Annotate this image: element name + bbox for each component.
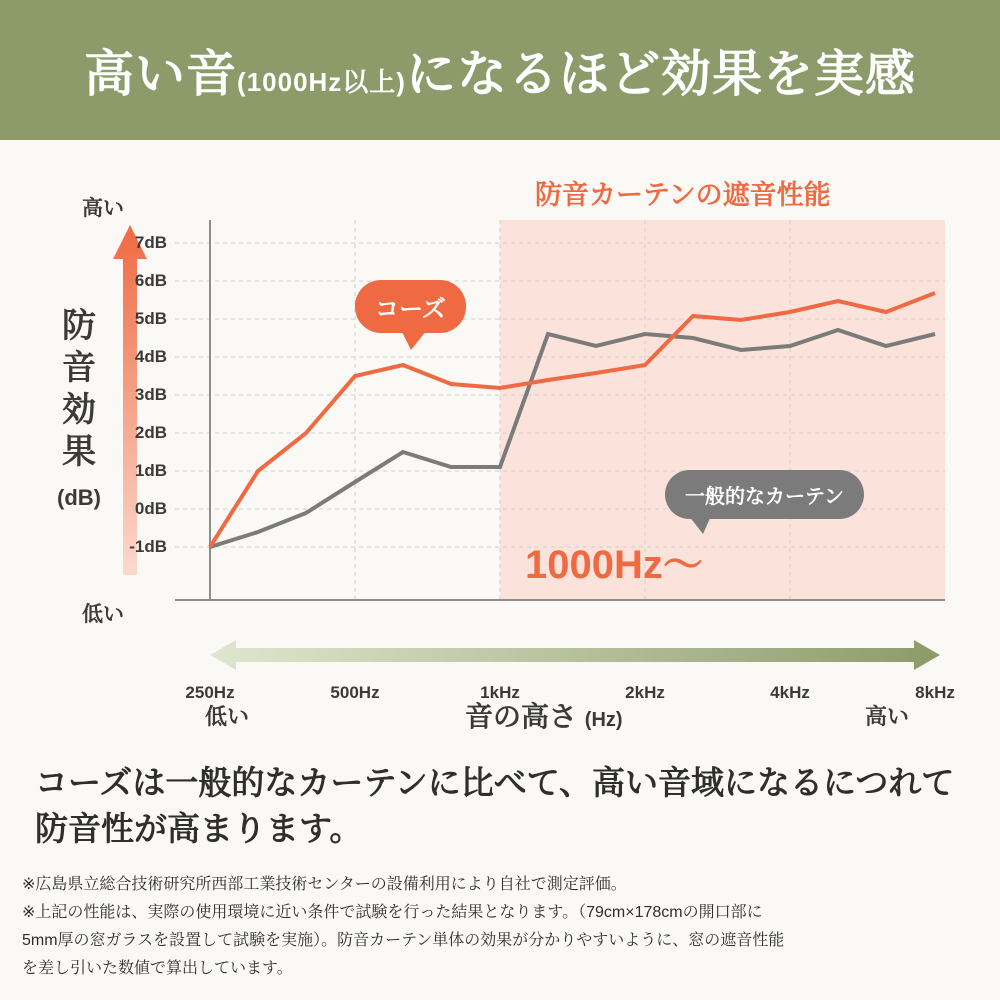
series-label-coze: コーズ: [355, 280, 466, 333]
ytick-4db: 4dB: [134, 347, 167, 366]
page-title-rest: になるほど効果を実感: [405, 46, 916, 102]
footnotes: [22, 872, 982, 984]
y-axis-label: 防 音 効 果 (dB): [44, 305, 114, 519]
ytick-2db: 2dB: [134, 423, 167, 442]
y-axis-high-label: 高い: [82, 197, 124, 220]
xtick-250hz: 250Hz: [185, 683, 235, 702]
x-axis-high-label: 高い: [865, 704, 910, 729]
x-axis-low-label: 低い: [205, 704, 250, 729]
chart-svg: [175, 220, 945, 675]
highlight-region-label: 1000Hz～: [525, 543, 703, 587]
xtick-8khz: 8kHz: [915, 683, 955, 702]
ytick-5db: 5dB: [134, 309, 167, 328]
y-axis-unit: (dB): [57, 485, 101, 510]
ytick-6db: 6dB: [134, 271, 167, 290]
summary-caption: コーズは一般的なカーテンに比べて、高い音域になるにつれて防音性が高まります。: [35, 764, 955, 847]
xtick-2khz: 2kHz: [625, 683, 665, 702]
xtick-500hz: 500Hz: [330, 683, 380, 702]
x-axis-gradient-arrow: [210, 640, 940, 670]
page-header: [0, 0, 1000, 140]
ytick-minus1db: -1dB: [129, 537, 167, 556]
y-axis-low-label: 低い: [82, 603, 124, 626]
footnote-3: 5mm厚の窓ガラスを設置して試験を実施）。防音カーテン単体の効果が分かりやすいように、窓の遮音性能: [22, 932, 785, 949]
series-label-general-curtain: 一般的なカーテン: [665, 470, 864, 519]
page-title-main: 高い音: [84, 46, 238, 102]
chart-container: [0, 140, 1000, 760]
ytick-1db: 1dB: [134, 461, 167, 480]
page-title-note: (1000Hz以上): [237, 67, 406, 97]
x-axis-title: 音の高さ (Hz): [465, 701, 623, 732]
ytick-7db: 7dB: [134, 233, 167, 252]
footnote-1: ※広島県立総合技術研究所西部工業技術センターの設備利用により自社で測定評価。: [22, 876, 627, 893]
xtick-4khz: 4kHz: [770, 683, 810, 702]
page-title: [84, 34, 916, 106]
footnote-2: ※上記の性能は、実際の使用環境に近い条件で試験を行った結果となります。（79cm×178cmの開口部に: [22, 904, 763, 921]
chart-title: 防音カーテンの遮音性能: [535, 180, 831, 210]
ytick-3db: 3dB: [134, 385, 167, 404]
xtick-1khz: 1kHz: [480, 683, 520, 702]
ytick-0db: 0dB: [134, 499, 167, 518]
footnote-4: を差し引いた数値で算出しています。: [22, 960, 293, 977]
